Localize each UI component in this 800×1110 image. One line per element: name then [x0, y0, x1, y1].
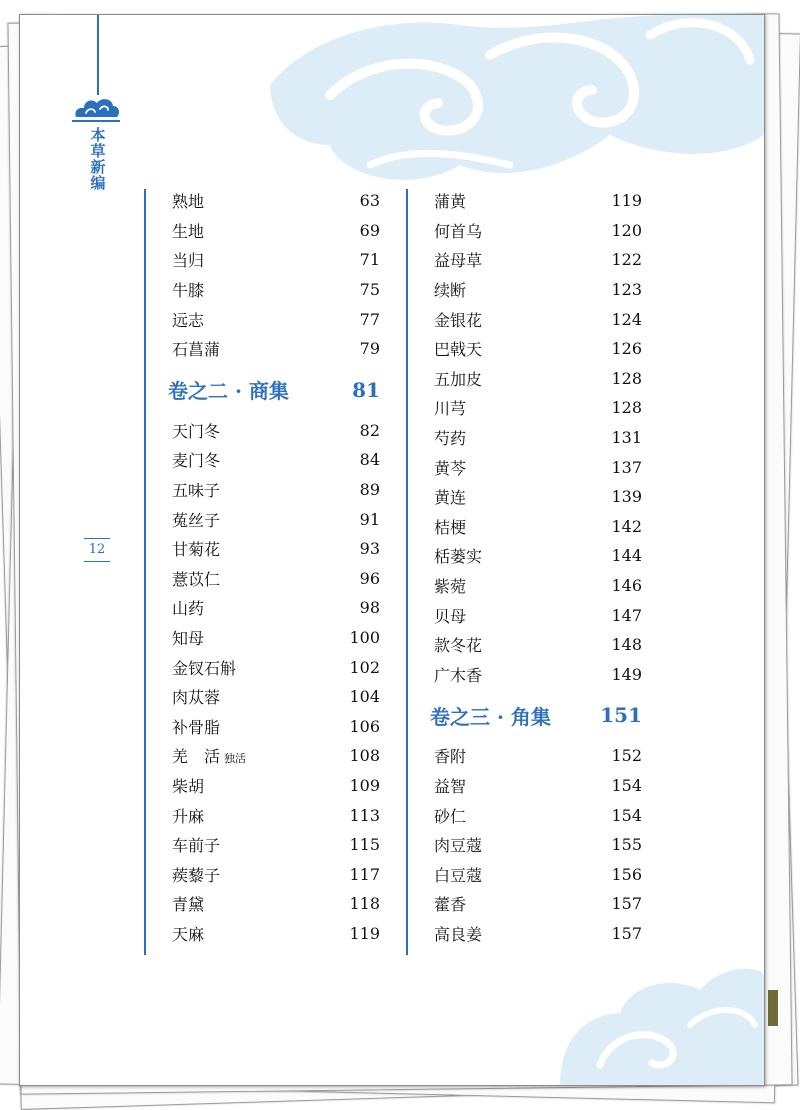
- entry-name: 石菖蒲: [172, 340, 221, 360]
- entry-name: 蒲黄: [434, 192, 467, 212]
- entry-page: 142: [611, 516, 642, 536]
- entry-name: 栝蒌实: [434, 547, 483, 567]
- toc-entry[interactable]: [434, 216, 642, 246]
- entry-name: 青黛: [172, 895, 205, 915]
- entry-name: 川芎: [434, 399, 467, 419]
- entry-page: 119: [611, 191, 642, 211]
- entry-name: 何首乌: [434, 221, 483, 241]
- entry-page: 113: [349, 805, 380, 825]
- toc-entry[interactable]: [172, 859, 380, 889]
- entry-name: 桔梗: [434, 517, 467, 537]
- entry-name: 薏苡仁: [172, 569, 221, 589]
- entry-page: 63: [359, 191, 380, 211]
- cloud-pattern-icon: [270, 15, 764, 205]
- entry-name: 远志: [172, 310, 205, 330]
- entry-page: 79: [359, 339, 380, 359]
- entry-page: 126: [611, 339, 642, 359]
- toc-entry[interactable]: [434, 600, 642, 630]
- toc-entry[interactable]: [172, 304, 380, 334]
- toc-entry[interactable]: [172, 275, 380, 305]
- entry-page: 139: [611, 487, 642, 507]
- section-title: 卷之三 · 角集: [430, 704, 551, 729]
- toc-entry[interactable]: [172, 800, 380, 830]
- entry-name: 五加皮: [434, 369, 483, 389]
- entry-name: 芍药: [434, 429, 467, 449]
- entry-page: 120: [611, 220, 642, 240]
- entry-name: 菟丝子: [172, 510, 221, 530]
- entry-name: 香附: [434, 747, 467, 767]
- entry-name: 肉豆蔻: [434, 836, 483, 856]
- entry-page: 119: [349, 923, 380, 943]
- toc-entry[interactable]: [434, 364, 642, 394]
- entry-name: 款冬花: [434, 636, 483, 656]
- entry-page: 122: [611, 250, 642, 270]
- toc-entry[interactable]: [434, 304, 642, 334]
- toc-section-heading[interactable]: [168, 364, 380, 416]
- toc-entry[interactable]: [434, 830, 642, 860]
- entry-name: 补骨脂: [172, 717, 221, 737]
- entry-page: 102: [349, 657, 380, 677]
- toc-section-heading[interactable]: [430, 689, 642, 741]
- entry-page: 149: [611, 664, 642, 684]
- toc-entry[interactable]: [434, 741, 642, 771]
- section-page: 151: [600, 703, 642, 728]
- entry-name: 续断: [434, 281, 467, 301]
- entry-page: 148: [611, 635, 642, 655]
- entry-name: 天门冬: [172, 421, 221, 441]
- entry-page: 84: [359, 450, 380, 470]
- toc-entry[interactable]: [434, 800, 642, 830]
- entry-name: 黄连: [434, 488, 467, 508]
- entry-name: 肉苁蓉: [172, 688, 221, 708]
- entry-page: 77: [359, 309, 380, 329]
- entry-page: 155: [611, 835, 642, 855]
- toc-entry[interactable]: [434, 660, 642, 690]
- entry-page: 146: [611, 576, 642, 596]
- toc-entry[interactable]: [172, 741, 380, 771]
- book-title: 本草新编: [90, 126, 106, 192]
- entry-name: 天麻: [172, 924, 205, 944]
- page-number: 12: [88, 542, 106, 557]
- entry-name: 山药: [172, 599, 205, 619]
- toc-entry[interactable]: [434, 393, 642, 423]
- entry-page: 131: [611, 428, 642, 448]
- toc-entry[interactable]: [172, 830, 380, 860]
- entry-page: 109: [349, 775, 380, 795]
- book-spine-edge: [768, 990, 778, 1026]
- entry-name: 益智: [434, 776, 467, 796]
- entry-page: 128: [611, 398, 642, 418]
- entry-name: 熟地: [172, 192, 205, 212]
- toc-entry[interactable]: [434, 889, 642, 919]
- book-page: [19, 14, 765, 1086]
- entry-page: 157: [611, 894, 642, 914]
- toc-entry[interactable]: [434, 423, 642, 453]
- entry-name: 贝母: [434, 606, 467, 626]
- entry-page: 106: [349, 716, 380, 736]
- toc-entry[interactable]: [172, 771, 380, 801]
- toc-entry[interactable]: [172, 593, 380, 623]
- toc-entry[interactable]: [434, 919, 642, 949]
- entry-page: 123: [611, 280, 642, 300]
- entry-page: 98: [359, 598, 380, 618]
- page-number-rule: [84, 561, 110, 562]
- toc-entry[interactable]: [434, 859, 642, 889]
- toc-entry[interactable]: [434, 334, 642, 364]
- entry-name: 甘菊花: [172, 540, 221, 560]
- toc-entry[interactable]: [172, 475, 380, 505]
- toc-entry[interactable]: [172, 445, 380, 475]
- entry-page: 104: [349, 687, 380, 707]
- entry-page: 75: [359, 280, 380, 300]
- entry-name: 生地: [172, 221, 205, 241]
- cloud-pattern-icon: [560, 955, 764, 1085]
- entry-name: 羌 活: [172, 747, 221, 767]
- entry-page: 96: [359, 568, 380, 588]
- toc-entry[interactable]: [434, 541, 642, 571]
- entry-page: 93: [359, 539, 380, 559]
- column-divider: [144, 189, 146, 955]
- entry-page: 118: [349, 894, 380, 914]
- entry-name: 益母草: [434, 251, 483, 271]
- toc-entry[interactable]: [172, 712, 380, 742]
- toc-entry[interactable]: [434, 571, 642, 601]
- toc-entry[interactable]: [434, 245, 642, 275]
- entry-name: 牛膝: [172, 281, 205, 301]
- entry-name: 五味子: [172, 481, 221, 501]
- entry-name: 砂仁: [434, 806, 467, 826]
- toc-entry[interactable]: [434, 275, 642, 305]
- entry-page: 71: [359, 250, 380, 270]
- entry-name: 巴戟天: [434, 340, 483, 360]
- toc-entry[interactable]: [172, 334, 380, 364]
- entry-page: 108: [349, 746, 380, 766]
- toc-column-left: [168, 186, 380, 948]
- toc-entry[interactable]: [172, 416, 380, 446]
- toc-entry[interactable]: [172, 682, 380, 712]
- entry-name: 当归: [172, 251, 205, 271]
- entry-name: 广木香: [434, 665, 483, 685]
- toc-entry[interactable]: [434, 771, 642, 801]
- cloud-icon: [72, 93, 122, 125]
- column-divider: [406, 189, 408, 955]
- toc-entry[interactable]: [434, 512, 642, 542]
- entry-page: 137: [611, 457, 642, 477]
- entry-page: 117: [349, 864, 380, 884]
- toc-entry[interactable]: [172, 623, 380, 653]
- toc-entry[interactable]: [172, 919, 380, 949]
- entry-name: 白豆蔻: [434, 865, 483, 885]
- toc-entry[interactable]: [434, 452, 642, 482]
- entry-name: 藿香: [434, 895, 467, 915]
- entry-name: 金钗石斛: [172, 658, 237, 678]
- toc-entry[interactable]: [172, 534, 380, 564]
- toc-entry[interactable]: [434, 482, 642, 512]
- entry-page: 154: [611, 775, 642, 795]
- toc-entry[interactable]: [172, 245, 380, 275]
- entry-page: 156: [611, 864, 642, 884]
- entry-name: 金银花: [434, 310, 483, 330]
- entry-page: 154: [611, 805, 642, 825]
- entry-name: 车前子: [172, 836, 221, 856]
- toc-entry[interactable]: [172, 652, 380, 682]
- entry-page: 157: [611, 923, 642, 943]
- entry-note: 独活: [224, 752, 247, 766]
- entry-name: 蒺藜子: [172, 865, 221, 885]
- toc-entry[interactable]: [434, 630, 642, 660]
- entry-name: 升麻: [172, 806, 205, 826]
- section-page: 81: [352, 377, 380, 402]
- header-rule: [97, 15, 99, 95]
- page-number-rule: [84, 538, 110, 539]
- entry-page: 100: [349, 628, 380, 648]
- entry-page: 82: [359, 420, 380, 440]
- entry-page: 89: [359, 480, 380, 500]
- toc-entry[interactable]: [172, 216, 380, 246]
- entry-page: 128: [611, 368, 642, 388]
- entry-page: 91: [359, 509, 380, 529]
- entry-page: 147: [611, 605, 642, 625]
- entry-name: 麦门冬: [172, 451, 221, 471]
- entry-name: 紫菀: [434, 577, 467, 597]
- entry-page: 69: [359, 220, 380, 240]
- entry-page: 115: [349, 835, 380, 855]
- section-title: 卷之二 · 商集: [168, 379, 289, 404]
- toc-entry[interactable]: [172, 564, 380, 594]
- entry-page: 144: [611, 546, 642, 566]
- toc-entry[interactable]: [434, 186, 642, 216]
- entry-page: 124: [611, 309, 642, 329]
- entry-name: 知母: [172, 629, 205, 649]
- entry-name: 柴胡: [172, 776, 205, 796]
- entry-name: 高良姜: [434, 924, 483, 944]
- entry-name: 黄芩: [434, 458, 467, 478]
- toc-entry[interactable]: [172, 186, 380, 216]
- toc-entry[interactable]: [172, 504, 380, 534]
- toc-entry[interactable]: [172, 889, 380, 919]
- entry-page: 152: [611, 746, 642, 766]
- toc-column-right: [430, 186, 642, 948]
